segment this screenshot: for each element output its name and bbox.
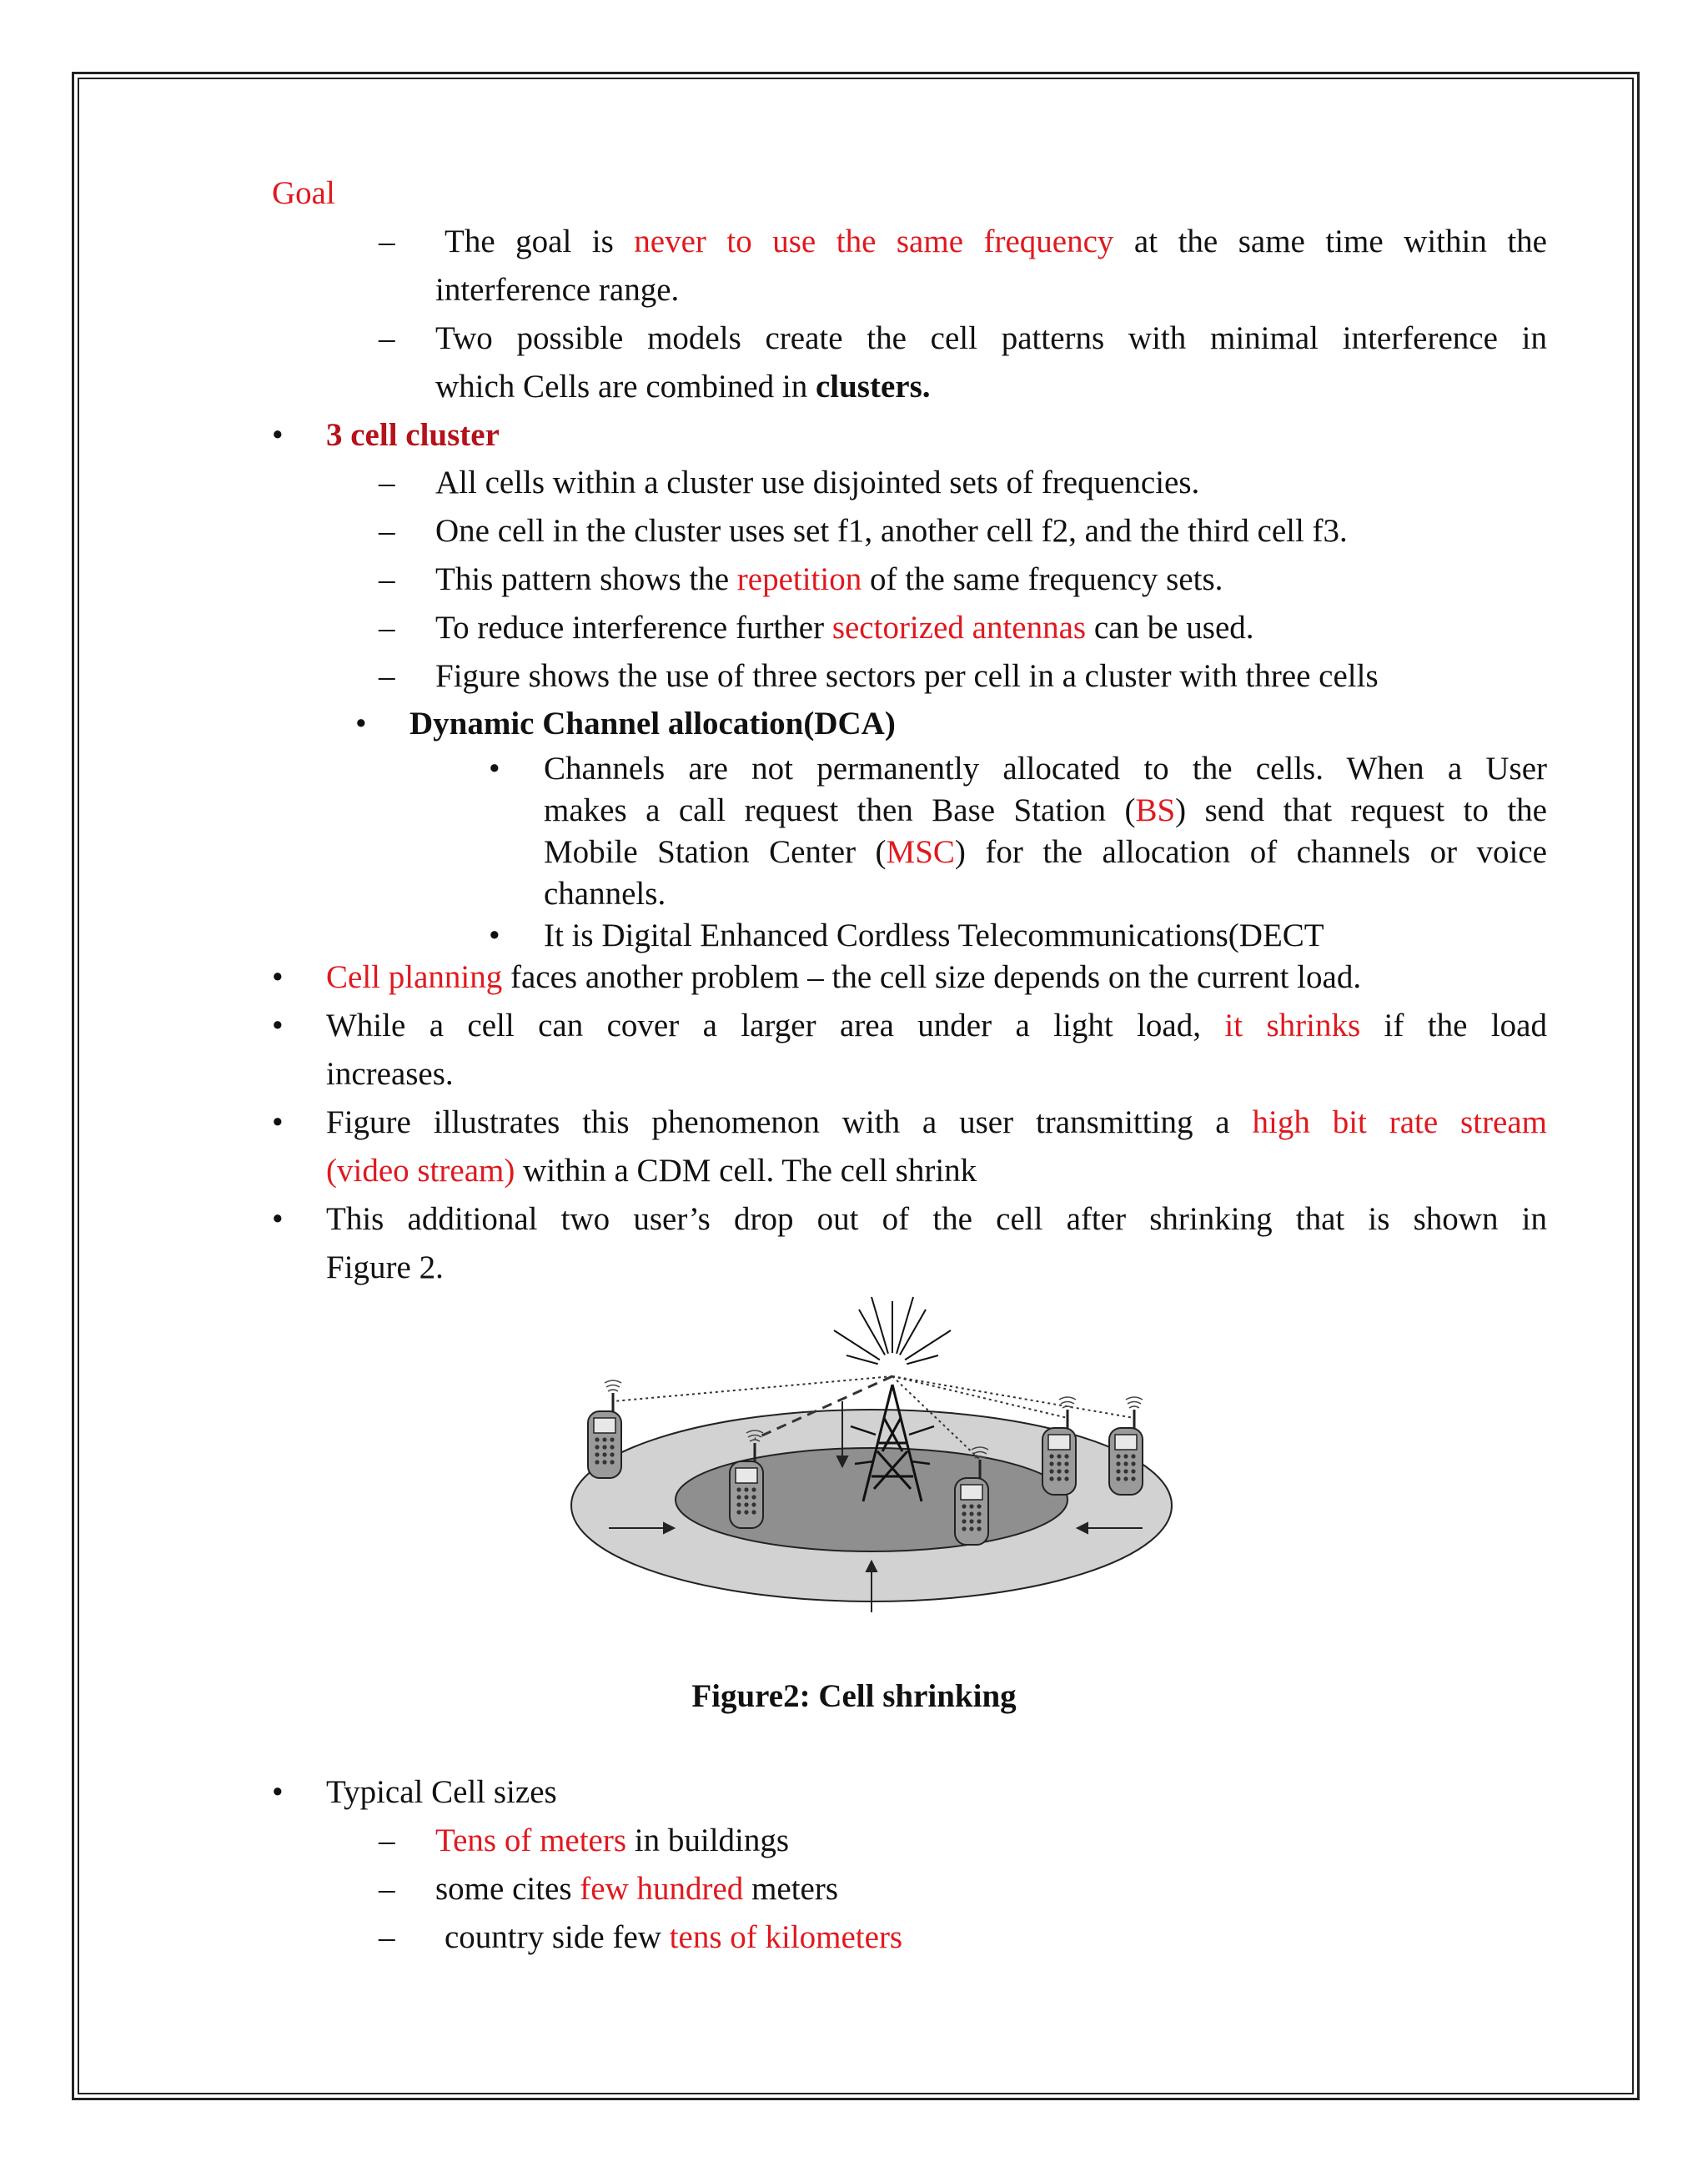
dash-marker: –: [379, 1871, 395, 1907]
figure-text-item: Figure illustrates this phenomenon with a user transmitting a high bit rate stream: [326, 1104, 1548, 1140]
cluster-heading: 3 cell cluster: [326, 417, 500, 453]
planning-item: Cell planning faces another problem – the cell size depends on the current load.: [326, 959, 1362, 995]
cluster-item-3: This pattern shows the repetition of the same frequency sets.: [435, 561, 1223, 597]
sizes-item-1: Tens of meters in buildings: [435, 1823, 790, 1858]
dca-item-2: It is Digital Enhanced Cordless Telecommunications(DECT: [544, 918, 1324, 953]
cluster-item-2: One cell in the cluster uses set f1, another cell f2, and the third cell f3.: [435, 513, 1348, 549]
bullet-marker: •: [272, 959, 284, 995]
dca-heading: Dynamic Channel allocation(DCA): [409, 706, 896, 742]
bullet-marker: •: [489, 751, 500, 787]
cell-shrinking-figure: [567, 1285, 1176, 1635]
goal-item-2: Two possible models create the cell patterns with minimal interference in: [435, 320, 1547, 356]
dropout-item: This additional two user’s drop out of the cell after shrinking that is shown in: [326, 1201, 1547, 1237]
dash-marker: –: [379, 224, 395, 259]
sizes-item-3: country side few tens of kilometers: [445, 1919, 903, 1955]
shrink-item-cont: increases.: [326, 1056, 454, 1092]
sizes-item-2: some cites few hundred meters: [435, 1871, 839, 1907]
bullet-marker: •: [489, 918, 500, 953]
bullet-marker: •: [272, 1201, 284, 1237]
bullet-marker: •: [272, 1008, 284, 1043]
cluster-item-4: To reduce interference further sectorized antennas can be used.: [435, 610, 1254, 646]
bullet-marker: •: [272, 1774, 284, 1810]
figure-text-item-cont: (video stream) within a CDM cell. The cell shrink: [326, 1153, 977, 1189]
dca-item-1-line-4: channels.: [544, 876, 666, 912]
dash-marker: –: [379, 513, 395, 549]
goal-item-1-cont: interference range.: [435, 272, 680, 308]
dash-marker: –: [379, 1823, 395, 1858]
dash-marker: –: [379, 561, 395, 597]
shrink-item: While a cell can cover a larger area under a light load, it shrinks if the load: [326, 1008, 1547, 1043]
bullet-marker: •: [272, 1104, 284, 1140]
cluster-item-1: All cells within a cluster use disjointed sets of frequencies.: [435, 465, 1200, 500]
dca-item-1-line-2: makes a call request then Base Station (BS) send that request to the: [544, 792, 1547, 828]
sizes-heading: Typical Cell sizes: [326, 1774, 557, 1810]
dash-marker: –: [379, 1919, 395, 1955]
dca-item-1-line-1: Channels are not permanently allocated to the cells. When a User: [544, 751, 1547, 787]
dca-item-1-line-3: Mobile Station Center (MSC) for the allocation of channels or voice: [544, 834, 1547, 870]
dash-marker: –: [379, 658, 395, 694]
dash-marker: –: [379, 465, 395, 500]
goal-item-1: The goal is never to use the same frequency at the same time within the: [445, 224, 1547, 259]
dash-marker: –: [379, 610, 395, 646]
dash-marker: –: [379, 320, 395, 356]
goal-heading: Goal: [272, 175, 335, 211]
bullet-marker: •: [272, 417, 284, 453]
goal-item-2-cont: which Cells are combined in clusters.: [435, 369, 931, 405]
dropout-item-cont: Figure 2.: [326, 1249, 444, 1285]
bullet-marker: •: [355, 706, 367, 742]
cluster-item-5: Figure shows the use of three sectors per cell in a cluster with three cells: [435, 658, 1379, 694]
figure-caption: Figure2: Cell shrinking: [691, 1678, 1017, 1714]
